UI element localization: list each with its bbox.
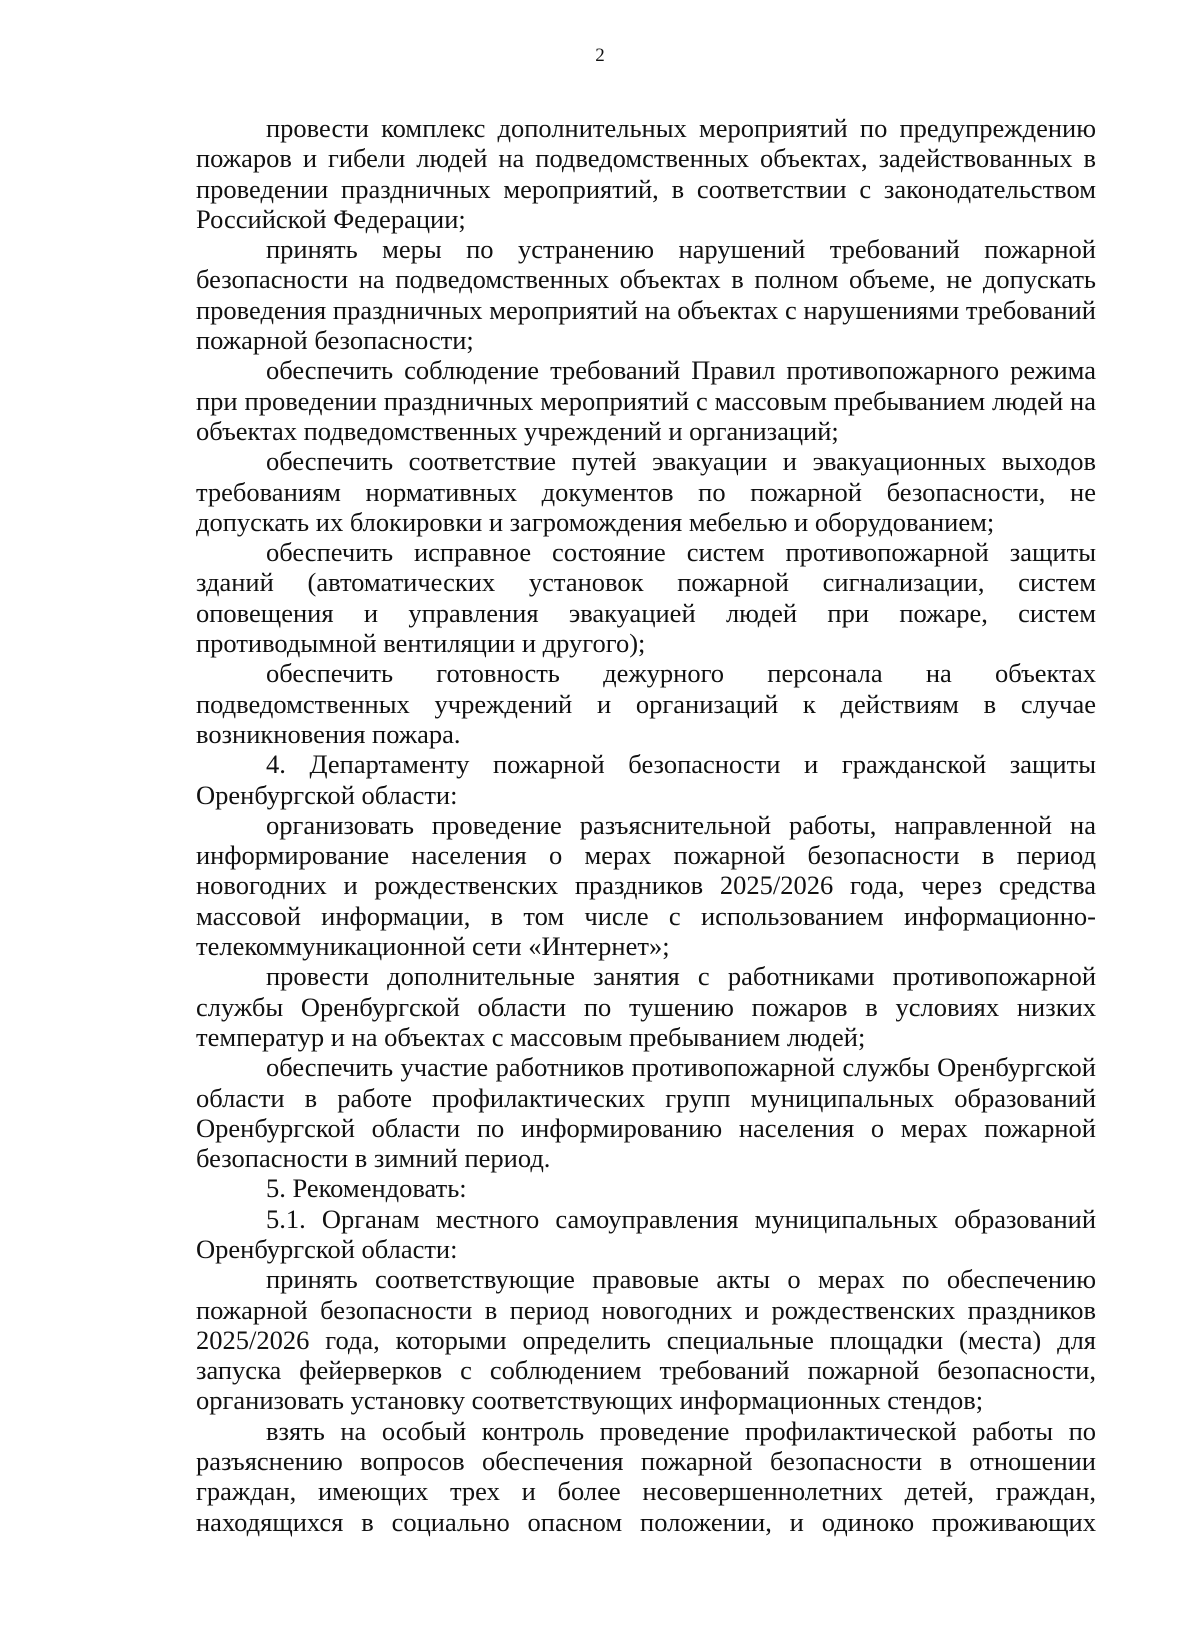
paragraph: организовать проведение разъяснительной работы, направленной на информирование населения о мерах пожарной безопасности в период новогодних и рождественских праздников 2025/2026 года, через средства массовой информации, в том числе с использованием информационно-телекоммуникационной сети «Интернет»; (196, 809, 1096, 962)
section-4-heading: 4. Департаменту пожарной безопасности и гражданской защиты Оренбургской области: (196, 749, 1096, 810)
paragraph: обеспечить соблюдение требований Правил противопожарного режима при проведении праздничных мероприятий с массовым пребыванием людей на объектах подведомственных учреждений и организаций; (196, 355, 1096, 446)
document-body (196, 113, 1096, 1537)
paragraph-continued: взять на особый контроль проведение профилактической работы по разъяснению вопросов обеспечения пожарной безопасности в отношении граждан, имеющих трех и более несовершеннолетних детей, граждан, находящихся в социально опасном положении, и одиноко проживающих (196, 1415, 1096, 1537)
paragraph: принять меры по устранению нарушений требований пожарной безопасности на подведомственных объектах в полном объеме, не допускать проведения праздничных мероприятий на объектах с нарушениями требований пожарной безопасности; (196, 234, 1096, 356)
paragraph: обеспечить участие работников противопожарной службы Оренбургской области в работе профилактических групп муниципальных образований Оренбургской области по информированию населения о мерах пожарной безопасности в зимний период. (196, 1052, 1096, 1174)
paragraph: принять соответствующие правовые акты о мерах по обеспечению пожарной безопасности в период новогодних и рождественских праздников 2025/2026 года, которыми определить специальные площадки (места) для запуска фейерверков с соблюдением требований пожарной безопасности, организовать установку соответствующих информационных стендов; (196, 1264, 1096, 1416)
paragraph: обеспечить соответствие путей эвакуации и эвакуационных выходов требованиям нормативных документов по пожарной безопасности, не допускать их блокировки и загромождения мебелью и оборудованием; (196, 446, 1096, 537)
section-5-1-heading: 5.1. Органам местного самоуправления муниципальных образований Оренбургской области: (196, 1203, 1096, 1264)
section-5-heading: 5. Рекомендовать: (266, 1173, 467, 1204)
paragraph: обеспечить готовность дежурного персонала на объектах подведомственных учреждений и организаций к действиям в случае возникновения пожара. (196, 658, 1096, 749)
paragraph: провести комплекс дополнительных мероприятий по предупреждению пожаров и гибели людей на подведомственных объектах, задействованных в проведении праздничных мероприятий, в соответствии с законодательством Российской Федерации; (196, 113, 1096, 234)
paragraph: провести дополнительные занятия с работниками противопожарной службы Оренбургской области по тушению пожаров в условиях низких температур и на объектах с массовым пребыванием людей; (196, 961, 1096, 1052)
paragraph: обеспечить исправное состояние систем противопожарной защиты зданий (автоматических установок пожарной сигнализации, систем оповещения и управления эвакуацией людей при пожаре, систем противодымной вентиляции и другого); (196, 537, 1096, 659)
page-number: 2 (595, 45, 605, 66)
